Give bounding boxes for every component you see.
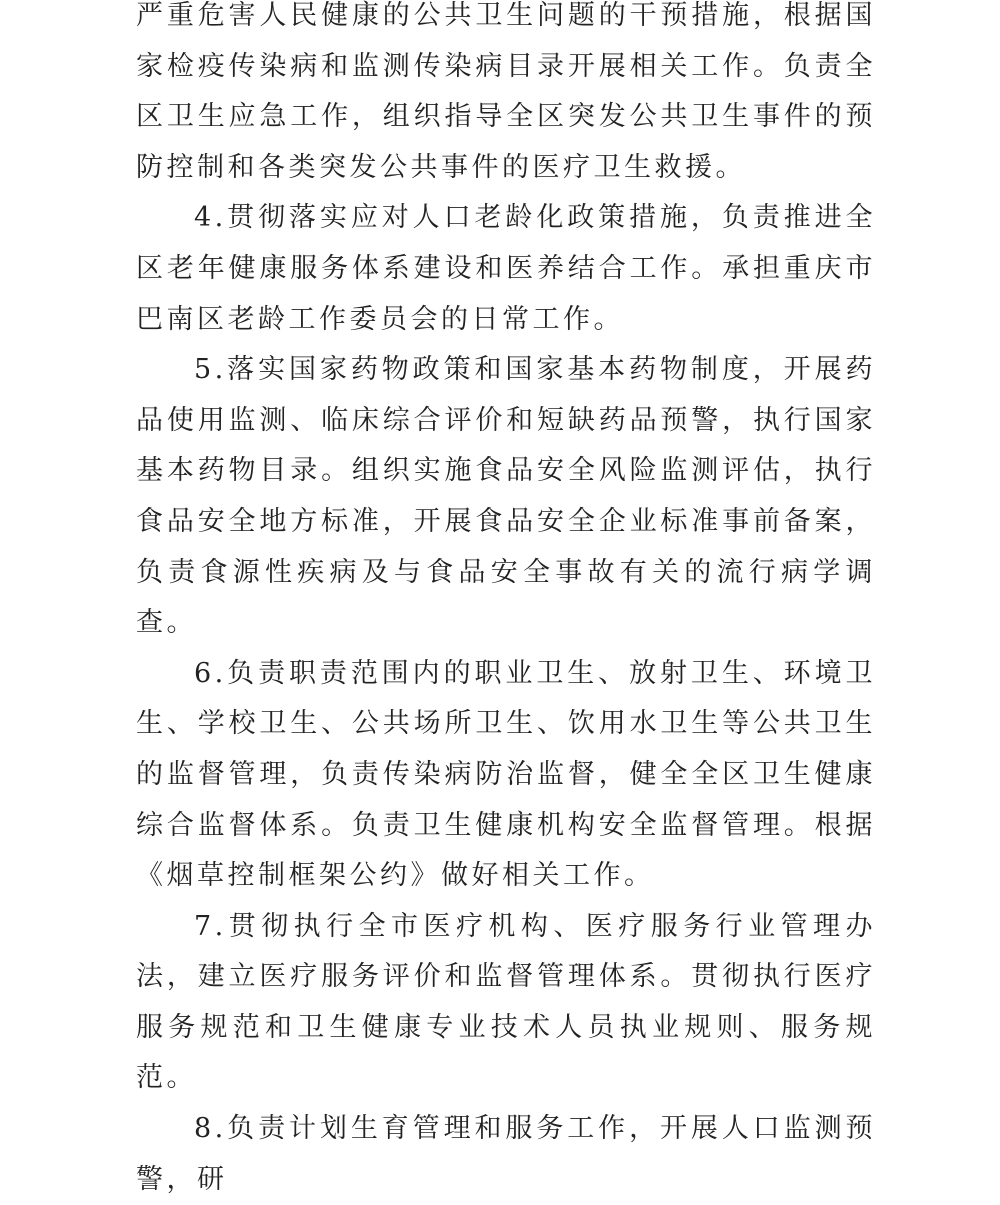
paragraph-continuation bbox=[136, 0, 876, 193]
paragraph-number: 4. bbox=[194, 202, 227, 234]
paragraph-item-6 bbox=[136, 649, 876, 902]
paragraph-number: 8. bbox=[194, 1113, 227, 1145]
paragraph-text: 严重危害人民健康的公共卫生问题的干预措施，根据国家检疫传染病和监测传染病目录开展相关工作。负责全区卫生应急工作，组织指导全区突发公共卫生事件的预防控制和各类突发公共事件的医疗卫生救援。 bbox=[136, 0, 876, 183]
paragraph-text: 贯彻落实应对人口老龄化政策措施，负责推进全区老年健康服务体系建设和医养结合工作。承担重庆市巴南区老龄工作委员会的日常工作。 bbox=[136, 202, 876, 335]
paragraph-text: 贯彻执行全市医疗机构、医疗服务行业管理办法，建立医疗服务评价和监督管理体系。贯彻执行医疗服务规范和卫生健康专业技术人员执业规则、服务规范。 bbox=[136, 910, 876, 1094]
paragraph-item-7 bbox=[136, 902, 876, 1104]
paragraph-number: 7. bbox=[194, 910, 227, 942]
paragraph-text: 落实国家药物政策和国家基本药物制度，开展药品使用监测、临床综合评价和短缺药品预警，执行国家基本药物目录。组织实施食品安全风险监测评估，执行食品安全地方标准，开展食品安全企业标准事前备案，负责食源性疾病及与食品安全事故有关的流行病学调查。 bbox=[136, 354, 876, 639]
paragraph-text: 负责职责范围内的职业卫生、放射卫生、环境卫生、学校卫生、公共场所卫生、饮用水卫生等公共卫生的监督管理，负责传染病防治监督，健全全区卫生健康综合监督体系。负责卫生健康机构安全监督管理。根据《烟草控制框架公约》做好相关工作。 bbox=[136, 657, 876, 892]
paragraph-item-4 bbox=[136, 193, 876, 345]
paragraph-text: 负责计划生育管理和服务工作，开展人口监测预警，研 bbox=[136, 1113, 876, 1195]
paragraph-number: 5. bbox=[194, 354, 227, 386]
paragraph-number: 6. bbox=[194, 657, 227, 689]
document-body bbox=[136, 0, 876, 1205]
paragraph-item-5 bbox=[136, 345, 876, 649]
paragraph-item-8 bbox=[136, 1104, 876, 1205]
